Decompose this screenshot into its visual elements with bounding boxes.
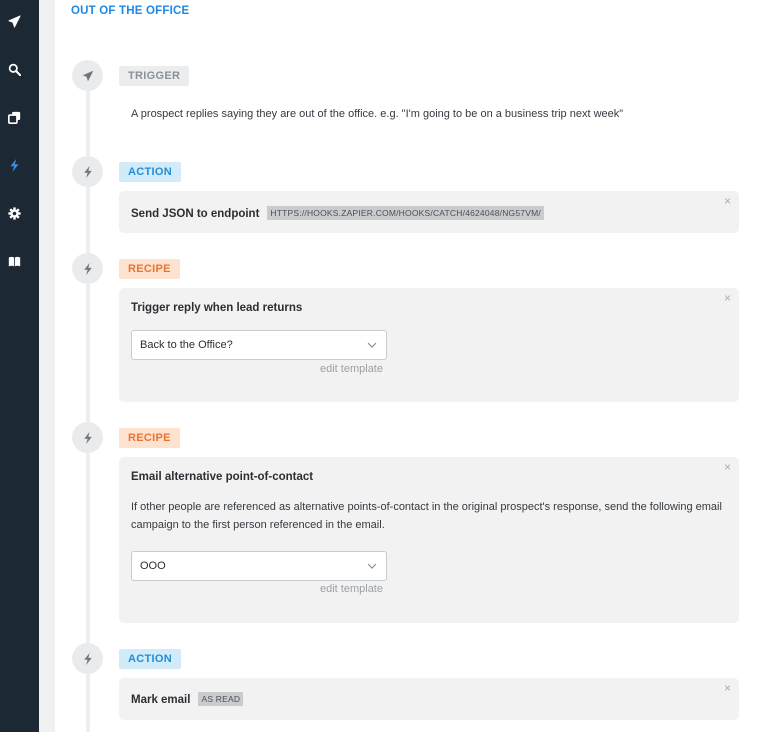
action-badge: ACTION (119, 162, 181, 182)
lightning-icon (82, 432, 94, 444)
paper-plane-icon (82, 70, 94, 82)
gear-icon[interactable] (6, 205, 22, 221)
lightning-icon[interactable] (6, 157, 22, 173)
template-select-value: OOO (140, 560, 166, 572)
card-title-text: Mark email (131, 694, 191, 706)
paper-plane-icon[interactable] (6, 13, 22, 29)
sidebar (0, 0, 39, 732)
card-title: Trigger reply when lead returns (131, 302, 303, 314)
card-title (131, 206, 544, 220)
scroll-gutter (39, 0, 55, 732)
card-title: Email alternative point-of-contact (131, 471, 314, 483)
edit-template-link[interactable]: edit template (320, 583, 383, 595)
close-icon[interactable]: × (723, 194, 731, 208)
action-badge: ACTION (119, 649, 181, 669)
lightning-icon (82, 653, 94, 665)
template-select-value: Back to the Office? (140, 339, 233, 351)
action-node (72, 643, 103, 674)
page-title: OUT OF THE OFFICE (71, 5, 190, 17)
endpoint-url-tag: HTTPS://HOOKS.ZAPIER.COM/HOOKS/CATCH/4624048/NG57VM/ (267, 206, 544, 220)
copy-icon[interactable] (6, 109, 22, 125)
recipe-card-trigger-reply (119, 288, 739, 402)
close-icon[interactable]: × (723, 291, 731, 305)
trigger-description: A prospect replies saying they are out of the office. e.g. "I'm going to be on a business trip next week" (131, 108, 624, 120)
lightning-icon (82, 166, 94, 178)
chevron-down-icon (367, 340, 377, 350)
recipe-badge: RECIPE (119, 259, 180, 279)
as-read-tag: AS READ (198, 692, 243, 706)
card-description: If other people are referenced as alternative points-of-contact in the original prospect's response, send the following email campaign to the first person referenced in the email. (131, 501, 722, 531)
template-select[interactable] (131, 551, 387, 581)
close-icon[interactable]: × (723, 681, 731, 695)
close-icon[interactable]: × (723, 460, 731, 474)
recipe-node (72, 422, 103, 453)
chevron-down-icon (367, 561, 377, 571)
card-title-text: Send JSON to endpoint (131, 208, 260, 220)
action-card-send-json (119, 191, 739, 233)
book-icon[interactable] (6, 253, 22, 269)
recipe-node (72, 253, 103, 284)
template-select[interactable] (131, 330, 387, 360)
action-card-mark-email (119, 678, 739, 720)
lightning-icon (82, 263, 94, 275)
trigger-badge: TRIGGER (119, 66, 189, 86)
recipe-badge: RECIPE (119, 428, 180, 448)
recipe-card-alt-contact (119, 457, 739, 623)
trigger-node (72, 60, 103, 91)
action-node (72, 156, 103, 187)
search-icon[interactable] (6, 61, 22, 77)
edit-template-link[interactable]: edit template (320, 363, 383, 375)
card-title (131, 692, 243, 706)
